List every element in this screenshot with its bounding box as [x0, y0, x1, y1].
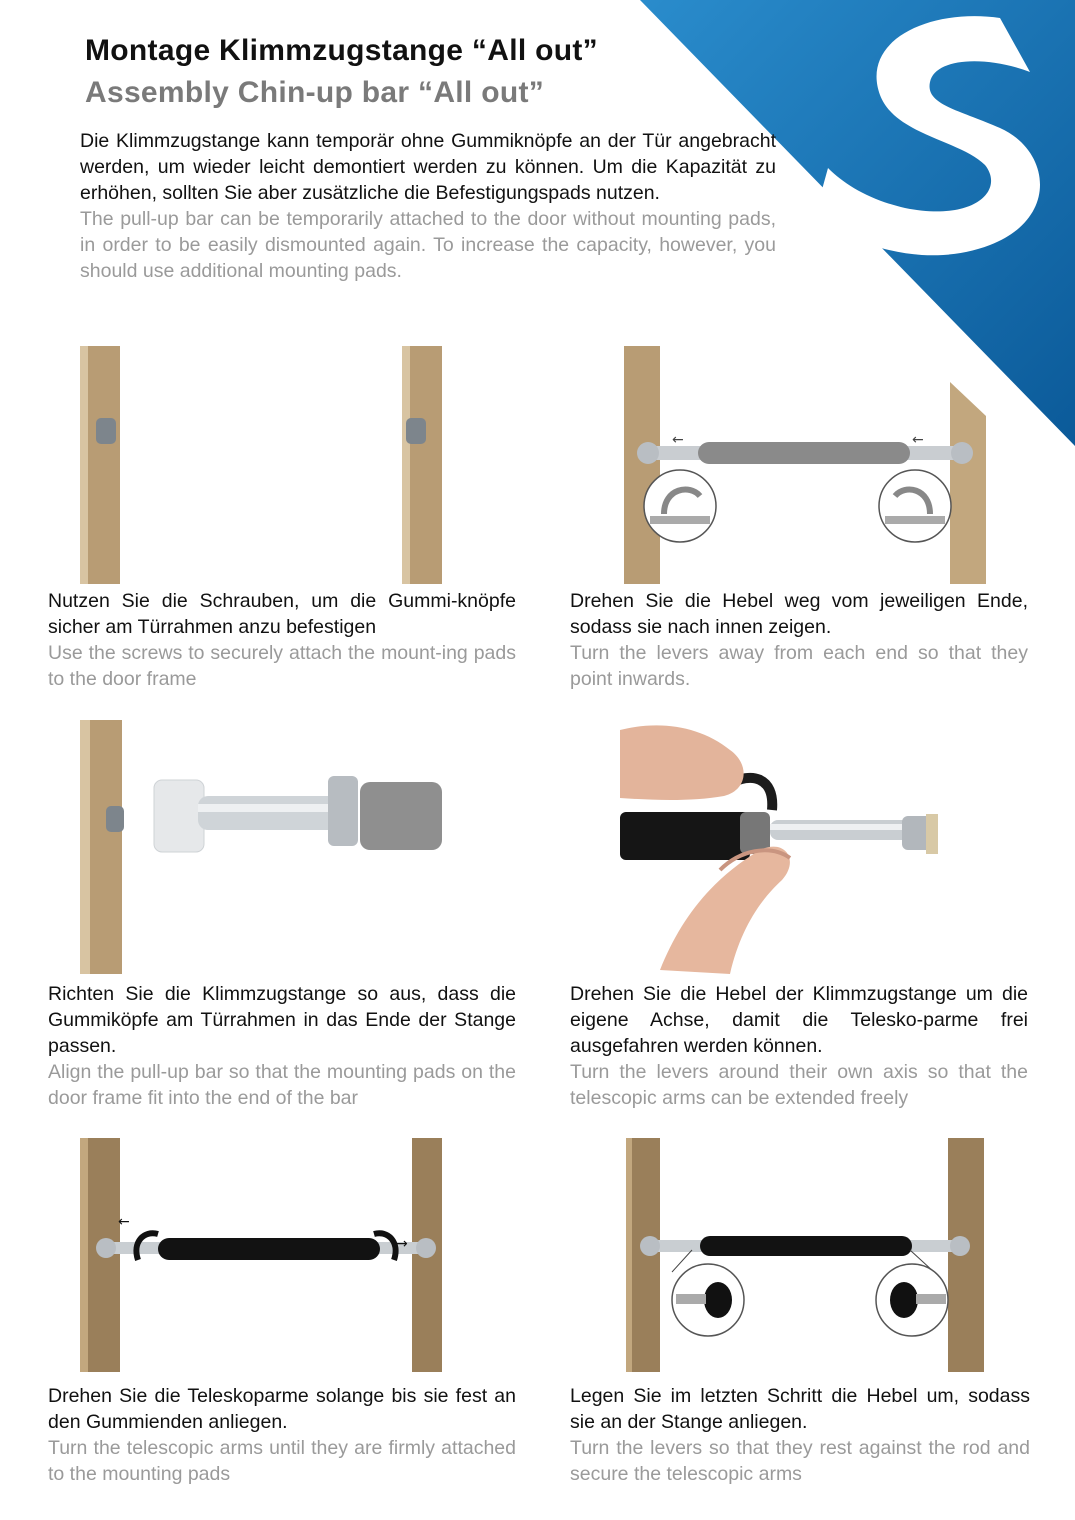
step-2-caption — [570, 588, 1028, 692]
step-5-english: Turn the telescopic arms until they are firmly attached to the mounting pads — [48, 1437, 516, 1485]
step-2-english: Turn the levers away from each end so that they point inwards. — [570, 642, 1028, 690]
step-6-english: Turn the levers so that they rest against the rod and secure the telescopic arms — [570, 1437, 1030, 1485]
step-1-caption — [48, 588, 516, 692]
svg-text:→: → — [396, 1236, 408, 1252]
intro-text — [80, 128, 776, 284]
step-1-german: Nutzen Sie die Schrauben, um die Gummi-knöpfe sicher am Türrahmen anzu befestigen — [48, 590, 516, 638]
step-3-english: Align the pull-up bar so that the mounting pads on the door frame fit into the end of the bar — [48, 1061, 516, 1109]
step-6-german: Legen Sie im letzten Schritt die Hebel um, sodass sie an der Stange anliegen. — [570, 1385, 1030, 1433]
step-4-german: Drehen Sie die Hebel der Klimmzugstange um die eigene Achse, damit die Telesko-parme frei ausgefahren werden können. — [570, 983, 1028, 1057]
step-4-illustration — [620, 720, 990, 976]
svg-text:←: ← — [672, 432, 684, 448]
step-3-caption — [48, 981, 516, 1111]
step-2-german: Drehen Sie die Hebel weg vom jeweiligen Ende, sodass sie nach innen zeigen. — [570, 590, 1028, 638]
step-3-illustration — [78, 720, 448, 976]
svg-text:←: ← — [912, 432, 924, 448]
page-title-english: Assembly Chin-up bar “All out” — [85, 76, 545, 109]
step-1-english: Use the screws to securely attach the mount-ing pads to the door frame — [48, 642, 516, 690]
intro-english: The pull-up bar can be temporarily attached to the door without mounting pads, in order to be easily dismounted again. To increase the capacity, however, you should use additional mounting pads. — [80, 208, 776, 282]
step-4-caption — [570, 981, 1028, 1111]
step-4-english: Turn the levers around their own axis so that the telescopic arms can be extended freely — [570, 1061, 1028, 1109]
step-5-illustration — [78, 1138, 448, 1374]
step-6-illustration — [620, 1138, 990, 1374]
page-title-german: Montage Klimmzugstange “All out” — [85, 34, 598, 67]
step-2-illustration — [620, 346, 990, 586]
step-1-illustration — [78, 346, 448, 586]
svg-text:←: ← — [118, 1214, 130, 1230]
step-6-caption — [570, 1383, 1030, 1487]
step-3-german: Richten Sie die Klimmzugstange so aus, dass die Gummiköpfe am Türrahmen in das Ende der Stange passen. — [48, 983, 516, 1057]
intro-german: Die Klimmzugstange kann temporär ohne Gummiknöpfe an der Tür angebracht werden, um wieder leicht demontiert werden zu können. Um die Kapazität zu erhöhen, sollten Sie aber zusätzliche die Befestigungspads nutzen. — [80, 130, 776, 204]
step-5-caption — [48, 1383, 516, 1487]
step-5-german: Drehen Sie die Teleskoparme solange bis sie fest an den Gummienden anliegen. — [48, 1385, 516, 1433]
